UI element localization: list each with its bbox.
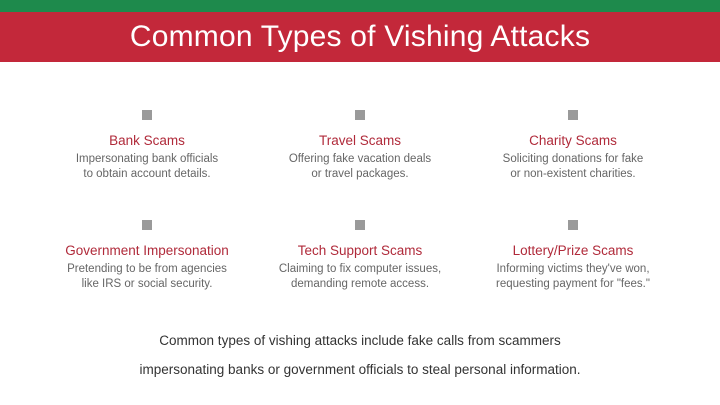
square-bullet-icon [142, 220, 152, 230]
page-title: Common Types of Vishing Attacks [129, 20, 591, 53]
card-bank-scams [37, 110, 257, 182]
square-bullet-icon [355, 110, 365, 120]
square-bullet-icon [355, 220, 365, 230]
card-description: Soliciting donations for fake or non-existent charities. [502, 153, 644, 180]
card-tech-support-scams [250, 220, 470, 292]
card-description: Claiming to fix computer issues, demanding remote access. [278, 263, 442, 290]
card-government-impersonation [37, 220, 257, 292]
square-bullet-icon [568, 110, 578, 120]
summary-text [60, 326, 660, 384]
card-title: Travel Scams [318, 133, 401, 148]
card-title: Charity Scams [529, 133, 617, 148]
summary-line-2: impersonating banks or government officials to steal personal information. [139, 362, 581, 377]
square-bullet-icon [142, 110, 152, 120]
card-description: Informing victims they've won, requesting payment for "fees." [496, 263, 650, 290]
card-travel-scams [250, 110, 470, 182]
card-title: Lottery/Prize Scams [512, 243, 634, 258]
card-description: Offering fake vacation deals or travel packages. [288, 153, 432, 180]
card-title: Tech Support Scams [297, 243, 423, 258]
card-charity-scams [463, 110, 683, 182]
card-title: Bank Scams [109, 133, 185, 148]
card-description: Pretending to be from agencies like IRS or social security. [67, 263, 227, 290]
card-title: Government Impersonation [65, 243, 229, 258]
card-lottery-prize-scams [463, 220, 683, 292]
summary-line-1: Common types of vishing attacks include fake calls from scammers [159, 333, 561, 348]
title-bar [0, 12, 720, 62]
top-green-stripe [0, 0, 720, 12]
card-description: Impersonating bank officials to obtain account details. [75, 153, 219, 180]
square-bullet-icon [568, 220, 578, 230]
